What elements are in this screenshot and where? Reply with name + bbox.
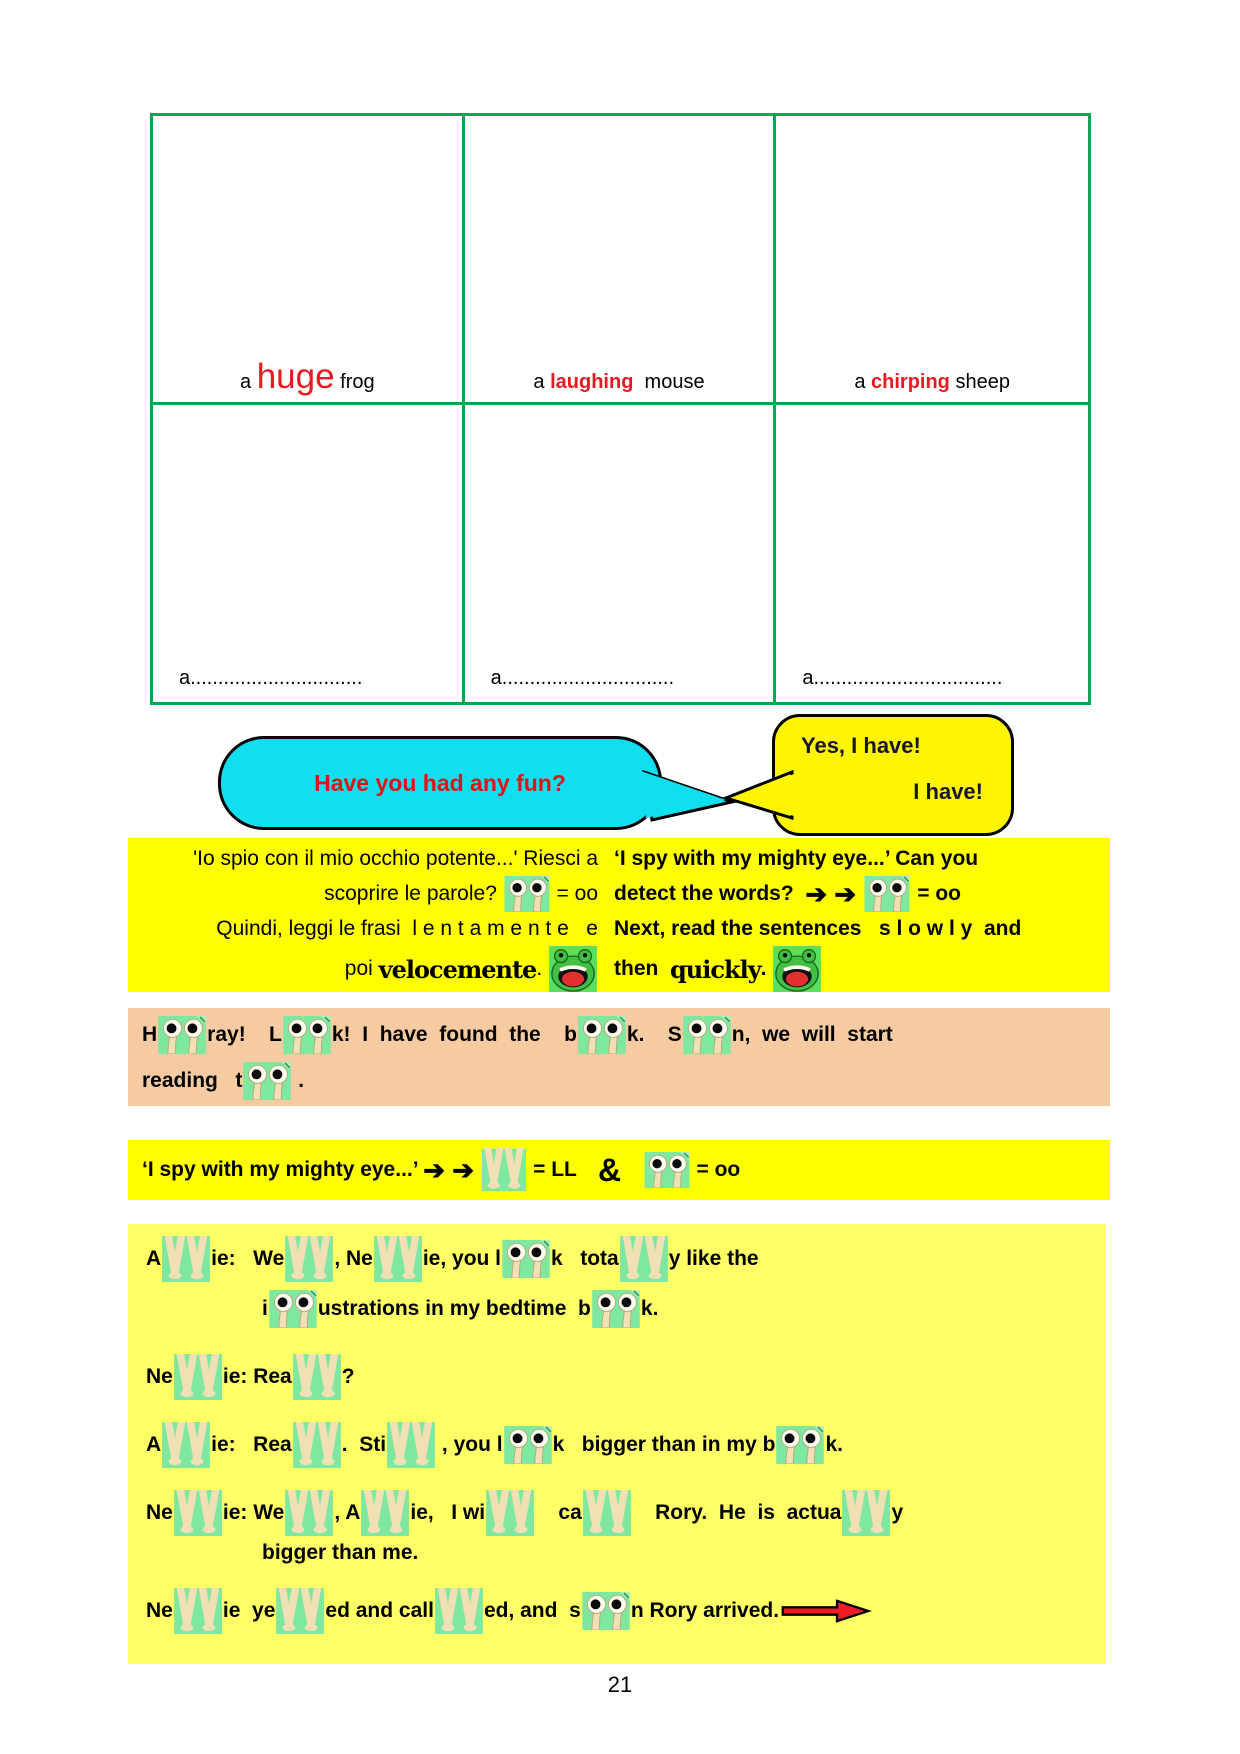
text-segment: ? — [341, 1365, 355, 1388]
answer-text-1: Yes, I have! — [801, 733, 921, 758]
question-text: Have you had any fun? — [314, 769, 566, 796]
instructions-banner — [128, 838, 1110, 992]
text-segment: ed, and s — [483, 1599, 581, 1622]
text-segment: ➔ ➔ — [423, 1154, 482, 1185]
text-segment: a............................... — [490, 667, 675, 689]
answer-bubble-tail — [722, 768, 796, 824]
text-segment: a.................................. — [802, 667, 1003, 689]
frog-legs-icon — [361, 1490, 409, 1536]
caption-chirping-sheep — [776, 371, 1088, 394]
frog-eyes-icon — [158, 1016, 206, 1054]
text-segment: A — [146, 1433, 162, 1456]
dialogue-line — [262, 1538, 1088, 1568]
frog-eyes-icon — [592, 1290, 640, 1328]
italian-line — [136, 946, 598, 992]
text-segment: chirping — [871, 371, 950, 393]
oo-sentence-banner — [128, 1008, 1110, 1106]
english-line — [614, 876, 1102, 912]
text-segment: ie: Rea — [222, 1365, 292, 1388]
text-segment: = oo — [550, 882, 598, 905]
frog-eyes-icon — [283, 1016, 331, 1054]
text-segment: velocemente — [378, 954, 537, 984]
italian-line — [136, 876, 598, 912]
frog-legs-icon — [435, 1588, 483, 1634]
answer-speech-bubble — [772, 714, 1014, 836]
frog-legs-icon — [285, 1490, 333, 1536]
text-segment: a............................... — [179, 667, 363, 689]
picture-grid — [150, 113, 1091, 705]
text-segment: frog — [334, 371, 375, 393]
text-segment: , Ne — [334, 1247, 373, 1270]
text-segment: . — [536, 957, 548, 980]
frog-eyes-icon — [776, 1426, 824, 1464]
frog-legs-icon — [387, 1422, 435, 1468]
text-segment: & — [598, 1151, 622, 1188]
italian-line — [136, 912, 598, 946]
text-segment: . Sti — [341, 1433, 387, 1456]
frog-legs-icon — [482, 1147, 526, 1193]
frog-legs-icon — [293, 1422, 341, 1468]
image-cell-laughing-mouse — [465, 116, 777, 405]
text-segment: a — [533, 371, 551, 393]
frog-eyes-icon — [578, 1016, 626, 1054]
english-line — [614, 842, 1102, 876]
frog-legs-icon — [174, 1490, 222, 1536]
red-arrow-right-icon — [780, 1597, 872, 1625]
page-number: 21 — [607, 1672, 633, 1697]
image-cell-blank-3 — [776, 405, 1088, 702]
image-cell-blank-2 — [465, 405, 777, 702]
text-segment: ray! L — [207, 1023, 282, 1046]
text-segment: , you l — [436, 1433, 503, 1456]
text-segment: ed and call — [325, 1599, 434, 1622]
fill-in-line-1 — [179, 667, 362, 690]
text-segment: ie, I wi — [410, 1501, 486, 1524]
text-segment: = oo — [690, 1158, 741, 1181]
text-segment: n Rory arrived. — [630, 1599, 780, 1622]
dialogue-line — [146, 1234, 1088, 1284]
oo-sentence-line — [142, 1058, 1096, 1104]
text-segment: ie ye — [222, 1599, 276, 1622]
laughing-frog-icon — [773, 946, 821, 992]
text-segment: . — [292, 1069, 305, 1092]
text-segment: huge — [256, 357, 335, 396]
text-segment: then — [614, 957, 670, 980]
frog-eyes-icon — [683, 1016, 731, 1054]
laughing-frog-icon — [549, 946, 597, 992]
frog-legs-icon — [174, 1354, 222, 1400]
instructions-english — [598, 842, 1102, 990]
caption-huge-frog — [153, 359, 462, 394]
frog-legs-icon — [293, 1354, 341, 1400]
frog-eyes-icon — [502, 1240, 550, 1278]
frog-legs-icon — [174, 1588, 222, 1634]
image-cell-huge-frog — [153, 116, 465, 405]
text-segment: detect the words? — [614, 882, 806, 905]
frog-eyes-icon — [243, 1062, 291, 1100]
text-segment: ‘I spy with my mighty eye...’ Can you — [614, 847, 979, 870]
oo-sentence-line — [142, 1012, 1096, 1058]
frog-legs-icon — [486, 1490, 534, 1536]
text-segment: y like the — [668, 1247, 759, 1270]
fill-in-line-2 — [491, 667, 674, 690]
dialogue-line — [146, 1352, 1088, 1402]
text-segment: ustrations in my bedtime b — [317, 1297, 591, 1320]
text-segment: laughing — [550, 371, 634, 393]
english-line — [614, 946, 1102, 992]
text-segment: A — [146, 1247, 162, 1270]
text-segment: ➔ ➔ — [805, 878, 864, 909]
text-segment: k bigger than in my b — [552, 1433, 776, 1456]
text-segment: = oo — [911, 882, 961, 905]
spy-key-banner — [128, 1140, 1110, 1200]
text-segment: k. — [640, 1297, 659, 1320]
text-segment: scoprire le parole? — [324, 882, 503, 905]
text-segment: Quindi, leggi le frasi l e n t a m e n t e e — [216, 917, 598, 940]
frog-eyes-icon — [504, 1426, 552, 1464]
dialogue-line — [146, 1586, 1088, 1636]
text-segment: poi — [344, 957, 379, 980]
frog-eyes-icon — [504, 876, 550, 912]
text-segment: Ne — [146, 1599, 173, 1622]
dialogue-panel — [128, 1224, 1106, 1664]
text-segment: reading t — [142, 1069, 243, 1092]
text-segment: n, we will start — [731, 1023, 893, 1046]
dialogue-line — [146, 1488, 1088, 1538]
text-segment: k. S — [626, 1023, 682, 1046]
text-segment: k. — [825, 1433, 843, 1456]
text-segment: Rory. He is actua — [631, 1501, 842, 1524]
text-segment: Ne — [146, 1501, 173, 1524]
text-segment: sheep — [949, 371, 1010, 393]
caption-laughing-mouse — [465, 371, 774, 394]
text-segment: a — [854, 371, 872, 393]
frog-eyes-icon — [269, 1290, 317, 1328]
fill-in-line-3 — [802, 667, 1002, 690]
frog-eyes-icon — [582, 1592, 630, 1630]
frog-eyes-icon — [864, 876, 910, 912]
text-segment: i — [262, 1297, 268, 1320]
text-segment: k! I have found the b — [331, 1023, 577, 1046]
dialogue-line — [262, 1284, 1088, 1334]
frog-legs-icon — [374, 1236, 422, 1282]
text-segment: ca — [535, 1501, 582, 1524]
frog-legs-icon — [285, 1236, 333, 1282]
text-segment: y — [891, 1501, 904, 1524]
text-segment: = LL — [527, 1158, 595, 1181]
text-segment — [625, 1158, 643, 1182]
text-segment: ie, you l — [422, 1247, 502, 1270]
frog-legs-icon — [620, 1236, 668, 1282]
instructions-italian — [136, 842, 598, 990]
text-segment: ‘I spy with my mighty eye...’ — [142, 1158, 424, 1181]
text-segment: ie: We — [222, 1501, 285, 1524]
text-segment: . — [760, 957, 773, 980]
frog-legs-icon — [162, 1422, 210, 1468]
image-cell-chirping-sheep — [776, 116, 1088, 405]
frog-legs-icon — [276, 1588, 324, 1634]
frog-eyes-icon — [644, 1152, 690, 1188]
image-cell-blank-1 — [153, 405, 465, 702]
text-segment: H — [142, 1023, 158, 1046]
italian-line — [136, 842, 598, 876]
text-segment: quickly — [670, 954, 761, 984]
text-segment: k tota — [551, 1247, 619, 1270]
text-segment: 'Io spio con il mio occhio potente...' Riesci a — [193, 847, 598, 870]
text-segment: Ne — [146, 1365, 173, 1388]
text-segment: Next, read the sentences s l o w l y and — [614, 917, 1022, 940]
frog-legs-icon — [162, 1236, 210, 1282]
text-segment: , A — [334, 1501, 361, 1524]
dialogue-line — [146, 1420, 1088, 1470]
frog-legs-icon — [842, 1490, 890, 1536]
text-segment: mouse — [633, 371, 705, 393]
text-segment: ie: We — [211, 1247, 285, 1270]
text-segment: ie: Rea — [211, 1433, 292, 1456]
answer-text-2: I have! — [913, 779, 983, 804]
text-segment: a — [240, 371, 257, 393]
frog-legs-icon — [583, 1490, 631, 1536]
english-line — [614, 912, 1102, 946]
text-segment: bigger than me. — [262, 1541, 419, 1564]
question-speech-bubble — [218, 736, 662, 830]
